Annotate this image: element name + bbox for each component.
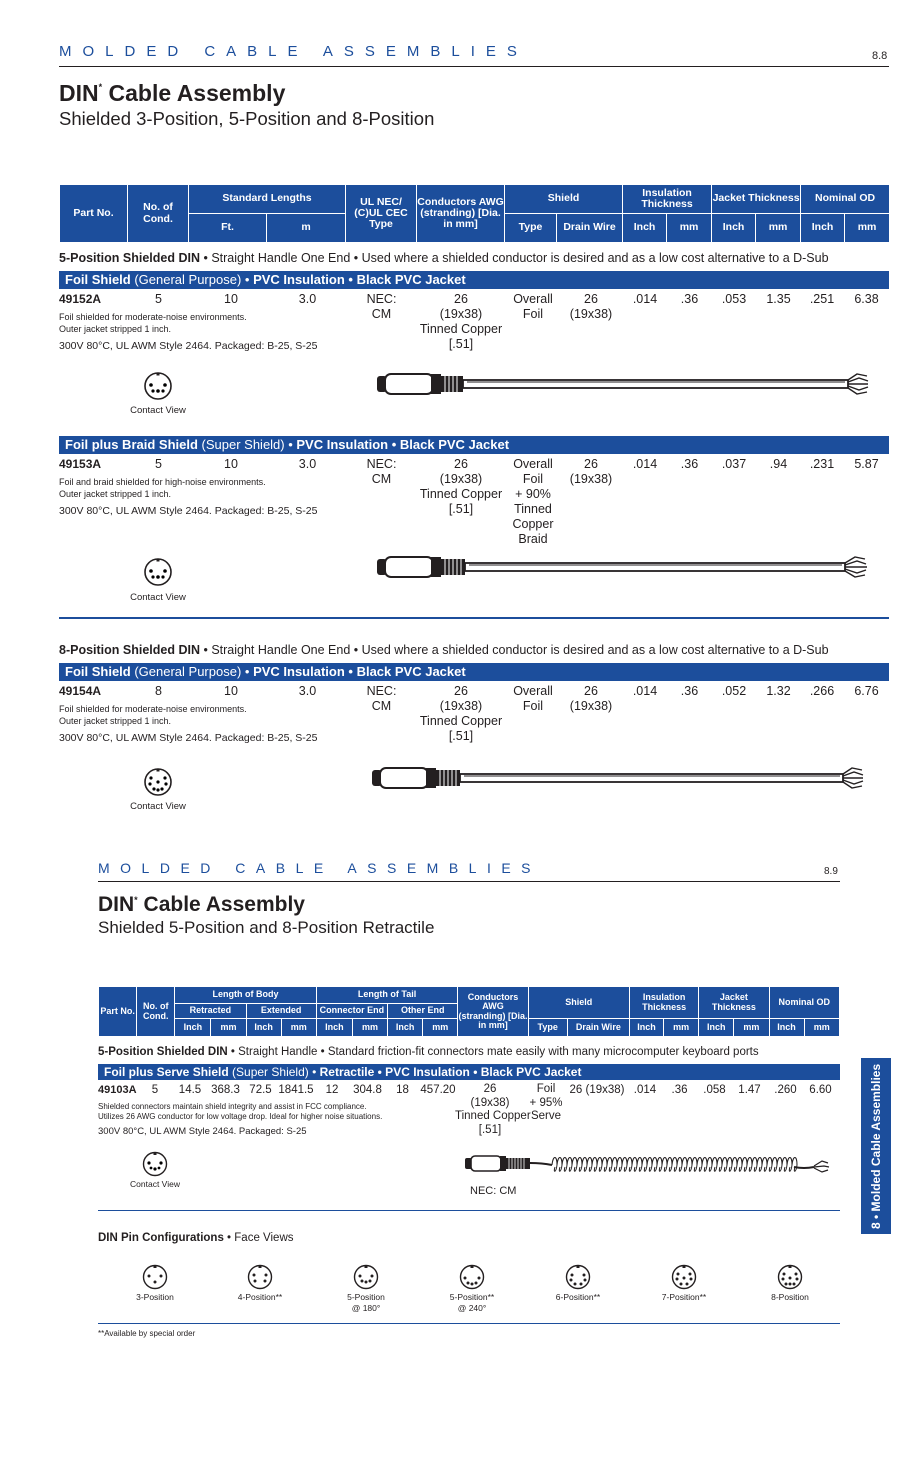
retractile-cable-illustration — [464, 1151, 832, 1177]
col-mm: mm — [352, 1019, 387, 1037]
note-spec: 300V 80°C, UL AWM Style 2464. Packaged: S-25 — [98, 1126, 307, 1137]
cell-jkt-inch: .052 — [721, 684, 747, 698]
section-heading: 8-Position Shielded DIN • Straight Handle One End • Used where a shielded conductor is desired and as a low cost alternative to a D-Sub — [59, 643, 829, 657]
col-mm: mm — [281, 1019, 316, 1037]
din-pin-config-icon — [247, 1264, 273, 1290]
part-number: 49154A — [59, 684, 102, 698]
cell-ul: NEC: CM — [366, 457, 397, 486]
cell-jkt-mm: 1.35 — [766, 292, 791, 306]
col-mm: mm — [804, 1019, 839, 1037]
pin-config-heading: DIN Pin Configurations • Face Views — [98, 1232, 294, 1244]
section-bar: Foil Shield (General Purpose) • PVC Insulation • Black PVC Jacket — [59, 271, 889, 289]
coil-path — [552, 1158, 797, 1172]
col-od-mm: mm — [845, 214, 890, 243]
pin-config-label — [437, 1292, 507, 1314]
section-bar: Foil plus Braid Shield (Super Shield) • PVC Insulation • Black PVC Jacket — [59, 436, 889, 454]
cell-ins-mm: .36 — [680, 684, 699, 698]
cell-cond: 5 — [151, 1084, 159, 1096]
col-mm: mm — [664, 1019, 699, 1037]
page-subtitle: Shielded 3-Position, 5-Position and 8-Position — [59, 108, 435, 129]
page-number: 8.9 — [824, 866, 838, 877]
cell-od-inch: .251 — [809, 292, 835, 306]
col-length-tail: Length of Tail — [316, 987, 458, 1004]
col-shield: Shield — [528, 987, 629, 1019]
cell-conductor: 26 (19x38) Tinned Copper [.51] — [419, 457, 503, 516]
pin-config-label-line2: @ 240° — [457, 1303, 487, 1313]
cell-conn-mm: 304.8 — [353, 1084, 382, 1096]
din-pin-config-icon — [353, 1264, 379, 1290]
pin-config-label — [649, 1292, 719, 1303]
cell-cond: 5 — [155, 457, 162, 471]
pin-config-label-line1: 4-Position** — [237, 1292, 283, 1302]
col-jkt-mm: mm — [756, 214, 801, 243]
section-bar: Foil plus Serve Shield (Super Shield) • Retractile • PVC Insulation • Black PVC Jacket — [98, 1064, 840, 1080]
cable-illustration — [375, 551, 875, 583]
page-subtitle: Shielded 5-Position and 8-Position Retractile — [98, 918, 435, 937]
note: Foil shielded for moderate-noise environments. — [59, 704, 247, 714]
header-rule — [98, 881, 840, 882]
cell-conductor: 26 (19x38) Tinned Copper [.51] — [419, 684, 503, 743]
col-insulation: Insulation Thickness — [623, 185, 712, 214]
col-ul-type: UL NEC/ (C)UL CEC Type — [346, 185, 417, 243]
pin-config-label-line2: @ 180° — [351, 1303, 381, 1313]
col-inch: Inch — [316, 1019, 352, 1037]
pin-config-label-line1: 6-Position** — [555, 1292, 601, 1302]
chapter-side-tab[interactable]: 8 • Molded Cable Assemblies — [861, 1058, 891, 1234]
din-pin-config-icon — [777, 1264, 803, 1290]
din-pin-config-icon — [142, 1264, 168, 1290]
col-inch: Inch — [246, 1019, 281, 1037]
cell-jkt-mm: 1.47 — [738, 1084, 761, 1096]
footnote: **Available by special order — [98, 1329, 196, 1338]
din-5pin-contact-icon — [143, 371, 173, 401]
col-shield: Shield — [505, 185, 623, 214]
cell-jkt-inch: .058 — [703, 1084, 726, 1096]
section-heading: 5-Position Shielded DIN • Straight Handle • Standard friction-fit connectors mate easily with many microcomputer keyboard ports — [98, 1046, 759, 1058]
cell-m: 3.0 — [298, 457, 317, 471]
spec-table-header — [59, 184, 890, 243]
col-inch: Inch — [175, 1019, 211, 1037]
col-od-inch: Inch — [801, 214, 845, 243]
col-retracted: Retracted — [175, 1004, 246, 1019]
cell-od-mm: 6.60 — [809, 1084, 832, 1096]
part-number: 49152A — [59, 292, 102, 306]
col-inch: Inch — [769, 1019, 804, 1037]
cell-ins-mm: .36 — [671, 1084, 688, 1096]
col-no-cond: No. of Cond. — [128, 185, 189, 243]
spec-table-header — [98, 986, 840, 1037]
cell-ins-inch: .014 — [632, 457, 658, 471]
col-nominal-od: Nominal OD — [769, 987, 840, 1019]
section-divider — [59, 617, 889, 619]
note-spec: 300V 80°C, UL AWM Style 2464. Packaged: B-25, S-25 — [59, 340, 318, 352]
part-number: 49153A — [59, 457, 102, 471]
cable-illustration — [370, 762, 870, 794]
din-8pin-contact-icon — [143, 767, 173, 797]
cell-m: 3.0 — [298, 684, 317, 698]
col-ft: Ft. — [189, 214, 267, 243]
col-shield-type: Type — [505, 214, 557, 243]
pin-config-divider — [98, 1323, 840, 1324]
cell-ext-mm: 1841.5 — [278, 1084, 314, 1096]
din-pin-config-icon — [459, 1264, 485, 1290]
note: Foil and braid shielded for high-noise environments. — [59, 477, 266, 487]
cell-shield-type: Foil + 95% Serve — [529, 1083, 563, 1122]
col-length-body: Length of Body — [175, 987, 317, 1004]
cell-ext-inch: 72.5 — [249, 1084, 272, 1096]
section-divider — [98, 1210, 840, 1211]
cell-drain: 26 (19x38) — [569, 292, 613, 321]
col-nominal-od: Nominal OD — [801, 185, 890, 214]
cell-od-inch: .266 — [809, 684, 835, 698]
cell-conductor: 26 (19x38) Tinned Copper [.51] — [455, 1083, 531, 1136]
page-title: DIN* Cable Assembly — [59, 80, 286, 106]
din-pin-config-icon — [671, 1264, 697, 1290]
col-jacket: Jacket Thickness — [699, 987, 769, 1019]
col-shield-type: Type — [528, 1019, 567, 1037]
cell-ft: 10 — [224, 292, 238, 306]
cell-shield-type: Overall Foil — [513, 684, 553, 713]
col-jacket: Jacket Thickness — [712, 185, 801, 214]
col-standard-lengths: Standard Lengths — [189, 185, 346, 214]
col-no-cond: No. of Cond. — [137, 987, 175, 1037]
note: Utilizes 26 AWG conductor for low voltage drop. Ideal for higher noise situations. — [98, 1112, 383, 1121]
col-connector-end: Connector End — [316, 1004, 387, 1019]
cell-ins-mm: .36 — [680, 292, 699, 306]
nec-label: NEC: CM — [470, 1185, 517, 1197]
col-mm: mm — [211, 1019, 246, 1037]
note: Outer jacket stripped 1 inch. — [59, 324, 172, 334]
header-rule — [59, 66, 889, 67]
section-bar: Foil Shield (General Purpose) • PVC Insulation • Black PVC Jacket — [59, 663, 889, 681]
cell-ret-inch: 14.5 — [178, 1084, 202, 1096]
col-part-no: Part No. — [99, 987, 137, 1037]
note-spec: 300V 80°C, UL AWM Style 2464. Packaged: B-25, S-25 — [59, 505, 318, 517]
col-jkt-inch: Inch — [712, 214, 756, 243]
cell-m: 3.0 — [298, 292, 317, 306]
col-conductors: Conductors AWG (stranding) [Dia. in mm] — [417, 185, 505, 243]
cell-od-inch: .260 — [774, 1084, 797, 1096]
col-extended: Extended — [246, 1004, 316, 1019]
cell-other-inch: 18 — [396, 1084, 409, 1096]
col-inch: Inch — [388, 1019, 423, 1037]
contact-view-label: Contact View — [130, 592, 186, 603]
col-other-end: Other End — [388, 1004, 458, 1019]
note: Shielded connectors maintain shield integrity and assist in FCC compliance. — [98, 1102, 367, 1111]
page-number: 8.8 — [872, 50, 888, 62]
cell-ul: NEC: CM — [366, 684, 397, 713]
cell-cond: 8 — [155, 684, 162, 698]
cable-illustration — [375, 368, 875, 400]
page-title: DIN* Cable Assembly — [98, 893, 305, 916]
cell-od-mm: 6.38 — [854, 292, 879, 306]
pin-config-label-line1: 3-Position — [136, 1292, 174, 1302]
col-ins-mm: mm — [667, 214, 712, 243]
col-ins-inch: Inch — [623, 214, 667, 243]
cell-ul: NEC: CM — [366, 292, 397, 321]
note: Outer jacket stripped 1 inch. — [59, 716, 172, 726]
pin-config-label-line1: 5-Position** — [449, 1292, 495, 1302]
pin-config-label-line1: 8-Position — [771, 1292, 809, 1302]
pin-config-label — [225, 1292, 295, 1303]
cell-ft: 10 — [224, 457, 238, 471]
pin-config-label-line1: 5-Position — [347, 1292, 385, 1302]
pin-config-label-line1: 7-Position** — [661, 1292, 707, 1302]
cell-conn-inch: 12 — [325, 1084, 339, 1096]
pin-config-label — [755, 1292, 825, 1303]
cell-od-mm: 6.76 — [854, 684, 879, 698]
col-drain-wire: Drain Wire — [567, 1019, 629, 1037]
col-insulation: Insulation Thickness — [629, 987, 698, 1019]
col-mm: mm — [734, 1019, 769, 1037]
cell-jkt-inch: .053 — [721, 292, 747, 306]
note-spec: 300V 80°C, UL AWM Style 2464. Packaged: B-25, S-25 — [59, 732, 318, 744]
pin-config-label — [543, 1292, 613, 1303]
col-drain-wire: Drain Wire — [557, 214, 623, 243]
cell-ft: 10 — [224, 684, 238, 698]
col-conductors: Conductors AWG (stranding) [Dia. in mm] — [458, 987, 528, 1037]
col-inch: Inch — [699, 1019, 734, 1037]
cell-ins-inch: .014 — [632, 684, 658, 698]
col-mm: mm — [423, 1019, 458, 1037]
din-5pin-contact-icon — [142, 1151, 168, 1177]
cell-ins-inch: .014 — [633, 1084, 657, 1096]
page-header: MOLDED CABLE ASSEMBLIES — [98, 860, 542, 876]
cell-shield-type: Overall Foil + 90% Tinned Copper Braid — [512, 457, 554, 546]
contact-view-label: Contact View — [130, 801, 186, 812]
cell-ret-mm: 368.3 — [211, 1084, 240, 1096]
col-inch: Inch — [629, 1019, 663, 1037]
cell-drain: 26 (19x38) — [569, 684, 613, 713]
cell-jkt-inch: .037 — [721, 457, 747, 471]
cell-conductor: 26 (19x38) Tinned Copper [.51] — [419, 292, 503, 351]
cell-od-mm: 5.87 — [854, 457, 879, 471]
cell-od-inch: .231 — [809, 457, 835, 471]
cell-drain: 26 (19x38) — [569, 1084, 625, 1096]
note: Foil shielded for moderate-noise environments. — [59, 312, 247, 322]
section-heading: 5-Position Shielded DIN • Straight Handle One End • Used where a shielded conductor is desired and as a low cost alternative to a D-Sub — [59, 251, 829, 265]
contact-view-label: Contact View — [130, 405, 186, 416]
page-header: MOLDED CABLE ASSEMBLIES — [59, 43, 528, 60]
cell-shield-type: Overall Foil — [513, 292, 553, 321]
contact-view-label: Contact View — [130, 1179, 180, 1189]
cell-jkt-mm: 1.32 — [766, 684, 791, 698]
cell-other-mm: 457.20 — [420, 1084, 456, 1096]
pin-config-label — [120, 1292, 190, 1303]
cell-jkt-mm: .94 — [769, 457, 788, 471]
note: Outer jacket stripped 1 inch. — [59, 489, 172, 499]
din-pin-config-icon — [565, 1264, 591, 1290]
col-m: m — [267, 214, 346, 243]
cell-cond: 5 — [155, 292, 162, 306]
pin-config-label — [331, 1292, 401, 1314]
col-part-no: Part No. — [60, 185, 128, 243]
cell-ins-mm: .36 — [680, 457, 699, 471]
cell-ins-inch: .014 — [632, 292, 658, 306]
part-number: 49103A — [98, 1084, 137, 1096]
din-5pin-contact-icon — [143, 557, 173, 587]
cell-drain: 26 (19x38) — [569, 457, 613, 486]
